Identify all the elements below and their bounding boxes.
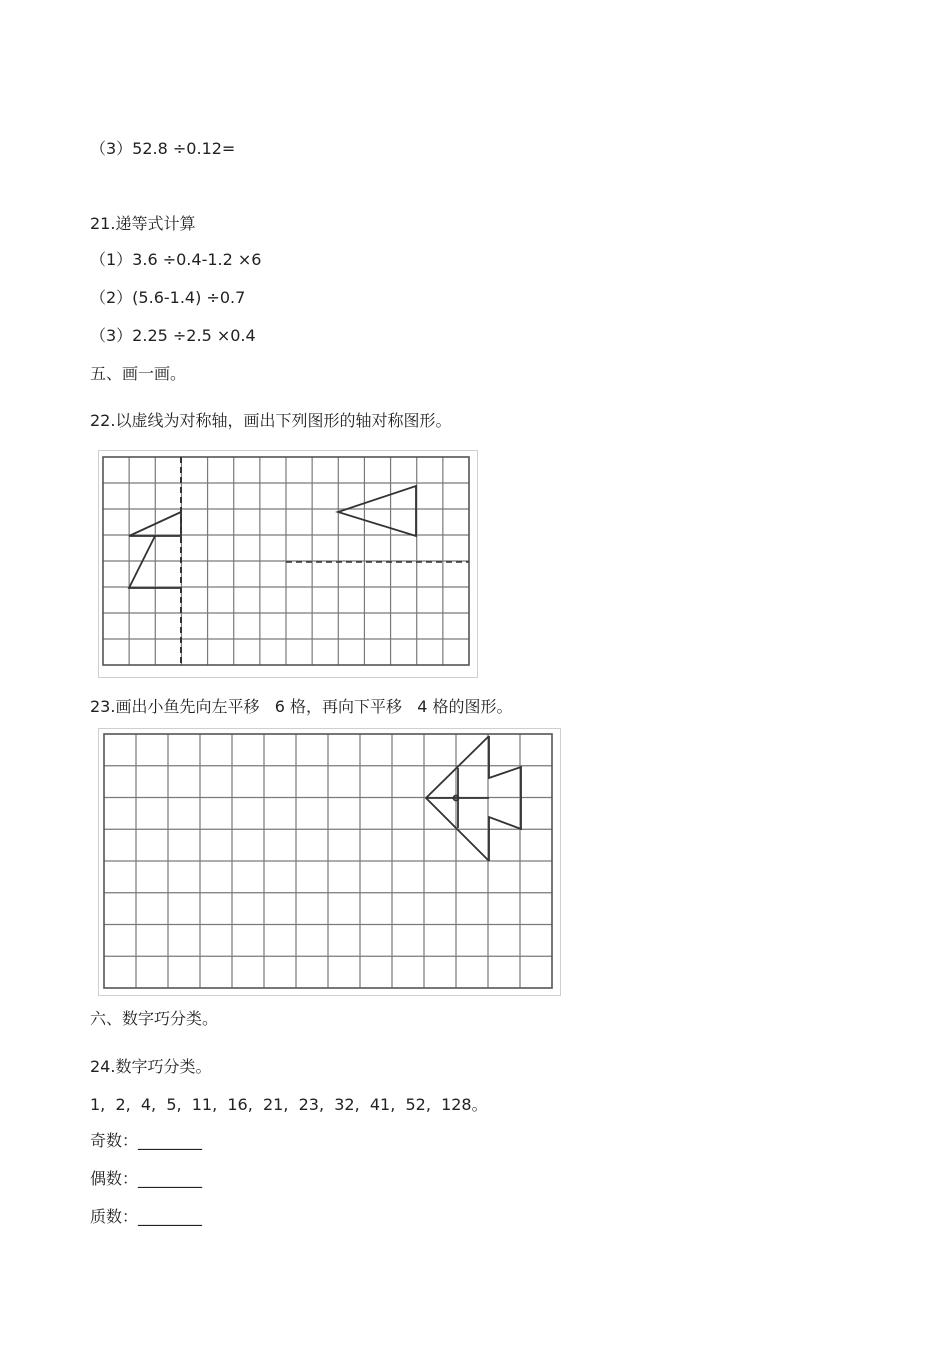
- even-answer-line[interactable]: 偶数：________: [90, 1169, 203, 1188]
- number-list: 1, 2, 4, 5, 11, 16, 21, 23, 32, 41, 52, 128。: [90, 1095, 488, 1114]
- q21-item-3: （3）2.25 ÷2.5 ×0.4: [90, 326, 256, 345]
- q21-title: 21.递等式计算: [90, 214, 196, 233]
- q24-prompt: 24.数字巧分类。: [90, 1057, 212, 1076]
- section-6-heading: 六、数字巧分类。: [90, 1009, 219, 1028]
- prime-answer-line[interactable]: 质数：________: [90, 1207, 203, 1226]
- odd-answer-line[interactable]: 奇数：________: [90, 1131, 203, 1150]
- q23-prompt: 23.画出小鱼先向左平移 6 格，再向下平移 4 格的图形。: [90, 697, 513, 716]
- symmetry-grid: [98, 450, 478, 678]
- right-triangle-shape: [338, 486, 416, 536]
- q21-item-2: （2）(5.6-1.4) ÷0.7: [90, 288, 246, 307]
- q21-item-1: （1）3.6 ÷0.4-1.2 ×6: [90, 250, 262, 269]
- fish-shape: [426, 736, 521, 861]
- section-5-heading: 五、画一画。: [90, 364, 187, 383]
- q20-item-3: （3）52.8 ÷0.12=: [90, 139, 236, 158]
- q22-prompt: 22.以虚线为对称轴，画出下列图形的轴对称图形。: [90, 411, 452, 430]
- translation-grid: [98, 728, 561, 996]
